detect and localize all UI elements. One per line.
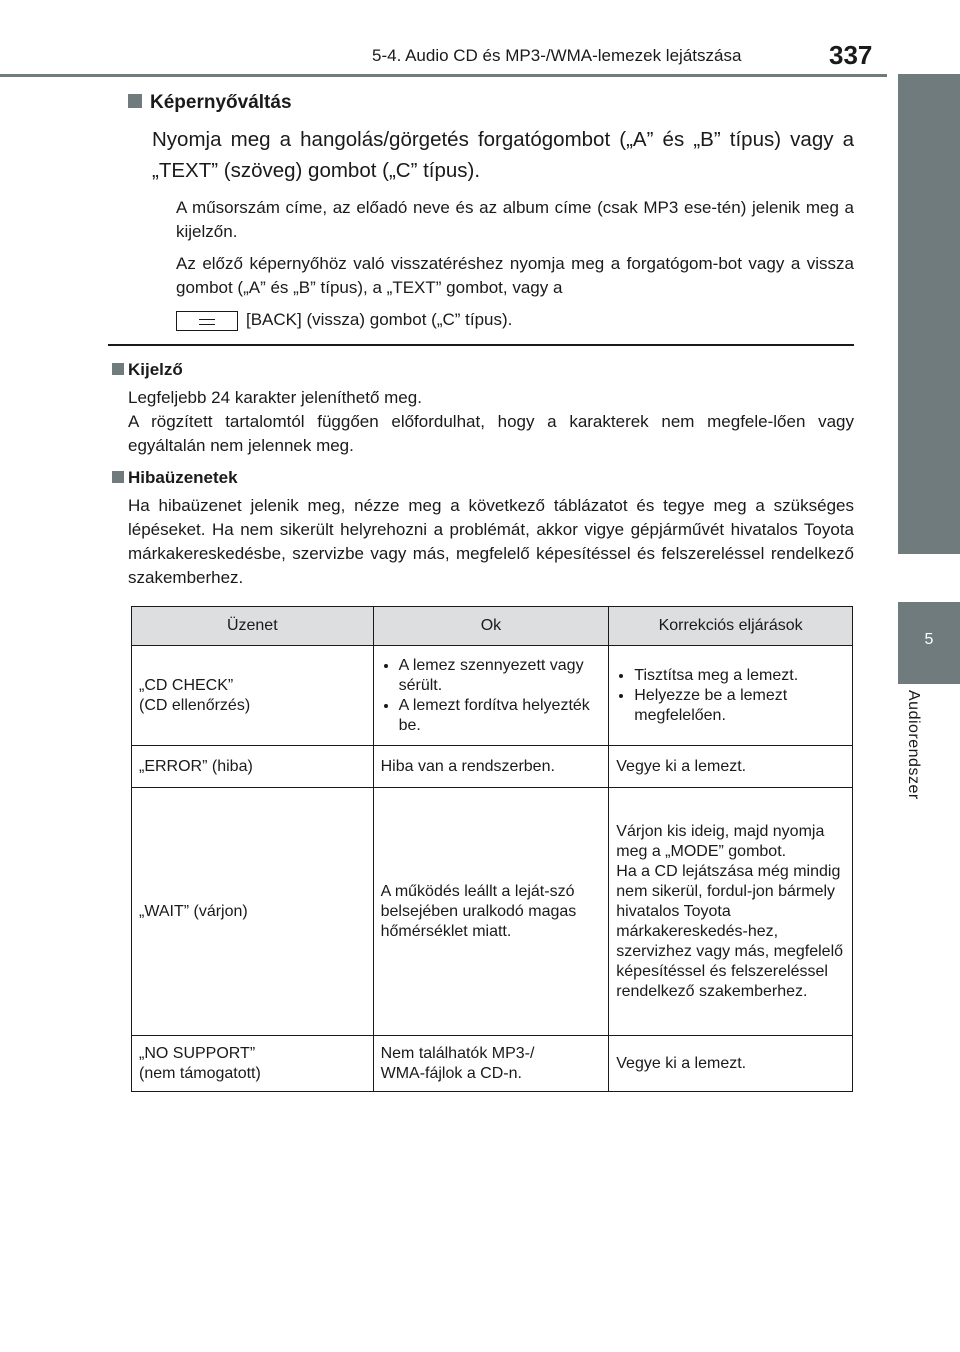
chapter-label: Audiorendszer	[905, 690, 922, 800]
page-number: 337	[829, 40, 873, 70]
table-cell-cause	[373, 646, 609, 746]
screen-switch-heading-text: Képernyőváltás	[150, 92, 292, 113]
table-cell-action	[609, 788, 853, 1036]
table-row	[132, 646, 853, 746]
table-row	[132, 746, 853, 788]
cell-line: Várjon kis ideig, majd nyomja meg a „MODE” gombot.	[616, 822, 825, 860]
side-bar-upper	[898, 74, 960, 554]
header-rule	[0, 74, 887, 77]
screen-switch-note1: A műsorszám címe, az előadó neve és az album címe (csak MP3 ese-tén) jelenik meg a kijelzőn.	[176, 198, 854, 241]
errors-heading-text: Hibaüzenetek	[128, 468, 238, 487]
table-cell-message	[132, 646, 374, 746]
column-header-cause: Ok	[373, 607, 609, 646]
column-header-message: Üzenet	[132, 607, 374, 646]
cell-line: „NO SUPPORT”	[139, 1044, 256, 1062]
cell-line: „CD CHECK”	[139, 676, 234, 694]
table-cell-cause	[373, 1036, 609, 1092]
list-item: • A lemez szennyezett vagy sérült.	[399, 656, 602, 696]
table-cell-message: „ERROR” (hiba)	[132, 746, 374, 788]
table-cell-action: Vegye ki a lemezt.	[609, 1036, 853, 1092]
table-cell-message	[132, 1036, 374, 1092]
screen-switch-intro: Nyomja meg a hangolás/görgetés forgatógombot („A” és „B” típus) vagy a „TEXT” (szöveg) gombot („C” típus).	[152, 128, 854, 182]
display-line1: Legfeljebb 24 karakter jeleníthető meg.	[128, 388, 422, 407]
table-cell-action: Vegye ki a lemezt.	[609, 746, 853, 788]
square-bullet-icon	[112, 471, 124, 483]
table-cell-message: „WAIT” (várjon)	[132, 788, 374, 1036]
back-button-icon	[176, 311, 238, 331]
display-heading-text: Kijelző	[128, 360, 183, 379]
cell-line: WMA-fájlok a CD-n.	[380, 1064, 522, 1082]
cell-line: Ha a CD lejátszása még mindig nem sikerül, fordul-jon bármely hivatalos Toyota márkakereskedés-hez, szervizhez vagy más, megfelelő képesítéssel és felszereléssel rendelkező szakemberhez.	[616, 862, 844, 1000]
table-cell-cause: A működés leállt a leját-szó belsejében uralkodó magas hőmérséklet miatt.	[373, 788, 609, 1036]
square-bullet-icon	[112, 363, 124, 375]
errors-heading	[112, 468, 238, 488]
table-cell-action	[609, 646, 853, 746]
header-title: 5-4. Audio CD és MP3-/WMA-lemezek lejátszása	[372, 46, 742, 65]
screen-switch-note2-line	[176, 308, 854, 332]
list-item: • A lemezt fordítva helyezték be.	[399, 696, 602, 736]
screen-switch-heading	[128, 92, 292, 114]
display-heading	[112, 360, 183, 380]
column-header-action: Korrekciós eljárások	[609, 607, 853, 646]
table-row	[132, 788, 853, 1036]
table-header-row	[132, 607, 853, 646]
list-item: • Helyezze be a lemezt megfelelően.	[634, 686, 845, 726]
cell-line: Nem találhatók MP3-/	[380, 1044, 535, 1062]
table-cell-cause: Hiba van a rendszerben.	[373, 746, 609, 788]
cell-line: (CD ellenőrzés)	[139, 696, 251, 714]
square-bullet-icon	[128, 94, 142, 108]
cell-line: (nem támogatott)	[139, 1064, 261, 1082]
display-line2: A rögzített tartalomtól függően előfordulhat, hogy a karakterek nem megfele-lően vagy egyáltalán nem jelennek meg.	[128, 412, 854, 455]
section-divider	[108, 344, 854, 346]
list-item: • Tisztítsa meg a lemezt.	[634, 666, 845, 686]
table-row	[132, 1036, 853, 1092]
screen-switch-note2-end: [BACK] (vissza) gombot („C” típus).	[246, 310, 513, 329]
chapter-tab: 5	[898, 602, 960, 684]
error-table	[131, 606, 853, 1092]
errors-body: Ha hibaüzenet jelenik meg, nézze meg a következő táblázatot és tegye meg a szükséges lépéseket. Ha nem sikerült helyrehozni a problémát, akkor vigye gépjárművét hivatalos Toyota márkakereskedésbe, szervizbe vagy más, megfelelő képesítéssel és felszereléssel rendelkező szakemberhez.	[128, 496, 854, 587]
screen-switch-note2: Az előző képernyőhöz való visszatéréshez nyomja meg a forgatógom-bot vagy a vissza gombot („A” és „B” típus), a „TEXT” gombot, vagy a	[176, 254, 854, 297]
